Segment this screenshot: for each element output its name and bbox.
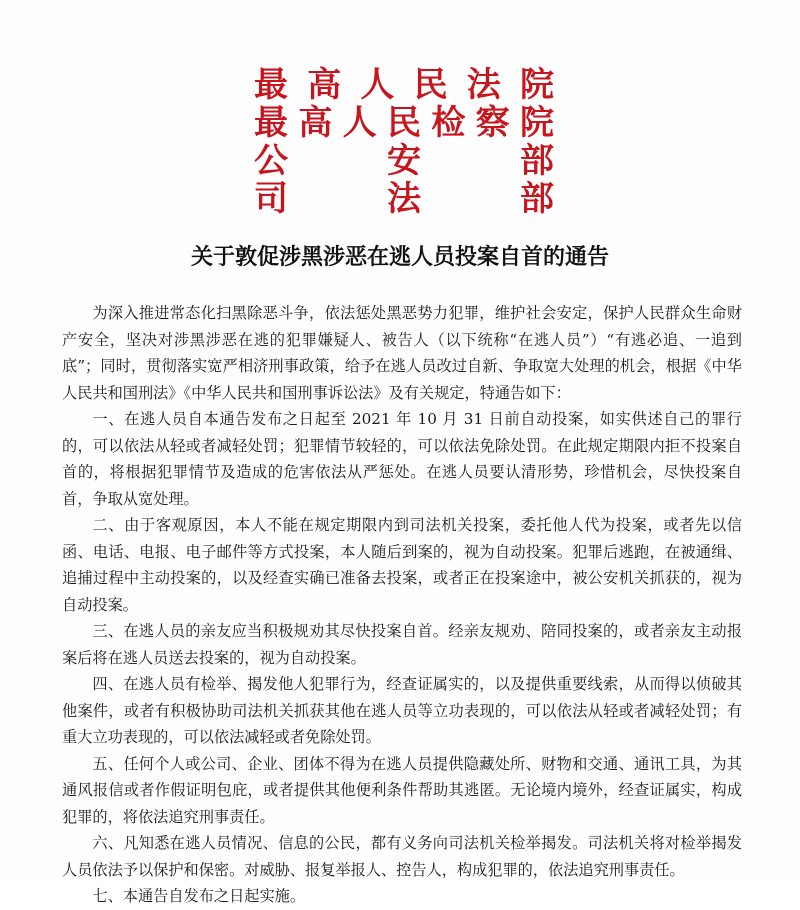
issuing-authorities — [254, 66, 554, 218]
paragraph-1: 一、在逃人员自本通告发布之日起至 2021 年 10 月 31 日前自动投案，如实供述自己的罪行的，可以依法从轻或者减轻处罚；犯罪情节较轻的，可以依法免除处罚。在此规定期限内拒不投案自首的，将根据犯罪情节及造成的危害依法从严惩处。在逃人员要认清形势，珍惜机会，尽快投案自首，争取从宽处理。 — [62, 410, 742, 508]
paragraph-2: 二、由于客观原因，本人不能在规定期限内到司法机关投案，委托他人代为投案，或者先以信函、电话、电报、电子邮件等方式投案，本人随后到案的，视为自动投案。犯罪后逃跑，在被通缉、追捕过程中主动投案的，以及经查实确已准备去投案，或者正在投案途中，被公安机关抓获的，视为自动投案。 — [62, 516, 742, 614]
issuer-public-security: 公 安 部 — [254, 141, 554, 181]
issuer-justice: 司 法 部 — [254, 179, 554, 219]
issuer-supreme-procuratorate: 最 高 人 民 检 察 院 — [254, 103, 554, 143]
document-title: 关于敦促涉黑涉恶在逃人员投案自首的通告 — [190, 245, 609, 270]
paragraph-5: 五、任何个人或公司、企业、团体不得为在逃人员提供隐藏处所、财物和交通、通讯工具，为其通风报信或者作假证明包庇，或者提供其他便利条件帮助其逃匿。无论境内境外，经查证属实，构成犯罪的，将依法追究刑事责任。 — [62, 754, 742, 826]
paragraph-6: 六、凡知悉在逃人员情况、信息的公民，都有义务向司法机关检举揭发。司法机关将对检举揭发人员依法予以保护和保密。对威胁、报复举报人、控告人，构成犯罪的，依法追究刑事责任。 — [62, 834, 742, 879]
paragraph-3: 三、在逃人员的亲友应当积极规劝其尽快投案自首。经亲友规劝、陪同投案的，或者亲友主动报案后将在逃人员送去投案的，视为自动投案。 — [62, 622, 742, 667]
paragraph-7: 七、本通告自发布之日起实施。 — [92, 887, 306, 905]
paragraph-intro: 为深入推进常态化扫黑除恶斗争，依法惩处黑恶势力犯罪，维护社会安定，保护人民群众生命财产安全，坚决对涉黑涉恶在逃的犯罪嫌疑人、被告人（以下统称“在逃人员”）“有逃必追、一追到底”；同时，贯彻落实宽严相济刑事政策，给予在逃人员改过自新、争取宽大处理的机会，根据《中华人民共和国刑法》《中华人民共和国刑事诉讼法》及有关规定，特通告如下： — [62, 304, 742, 402]
paragraph-4: 四、在逃人员有检举、揭发他人犯罪行为，经查证属实的，以及提供重要线索，从而得以侦破其他案件，或者有积极协助司法机关抓获其他在逃人员等立功表现的，可以依法从轻或者减轻处罚；有重大立功表现的，可以依法减轻或者免除处罚。 — [62, 675, 742, 746]
document-body — [62, 300, 742, 910]
issuer-supreme-court: 最 高 人 民 法 院 — [254, 65, 554, 105]
